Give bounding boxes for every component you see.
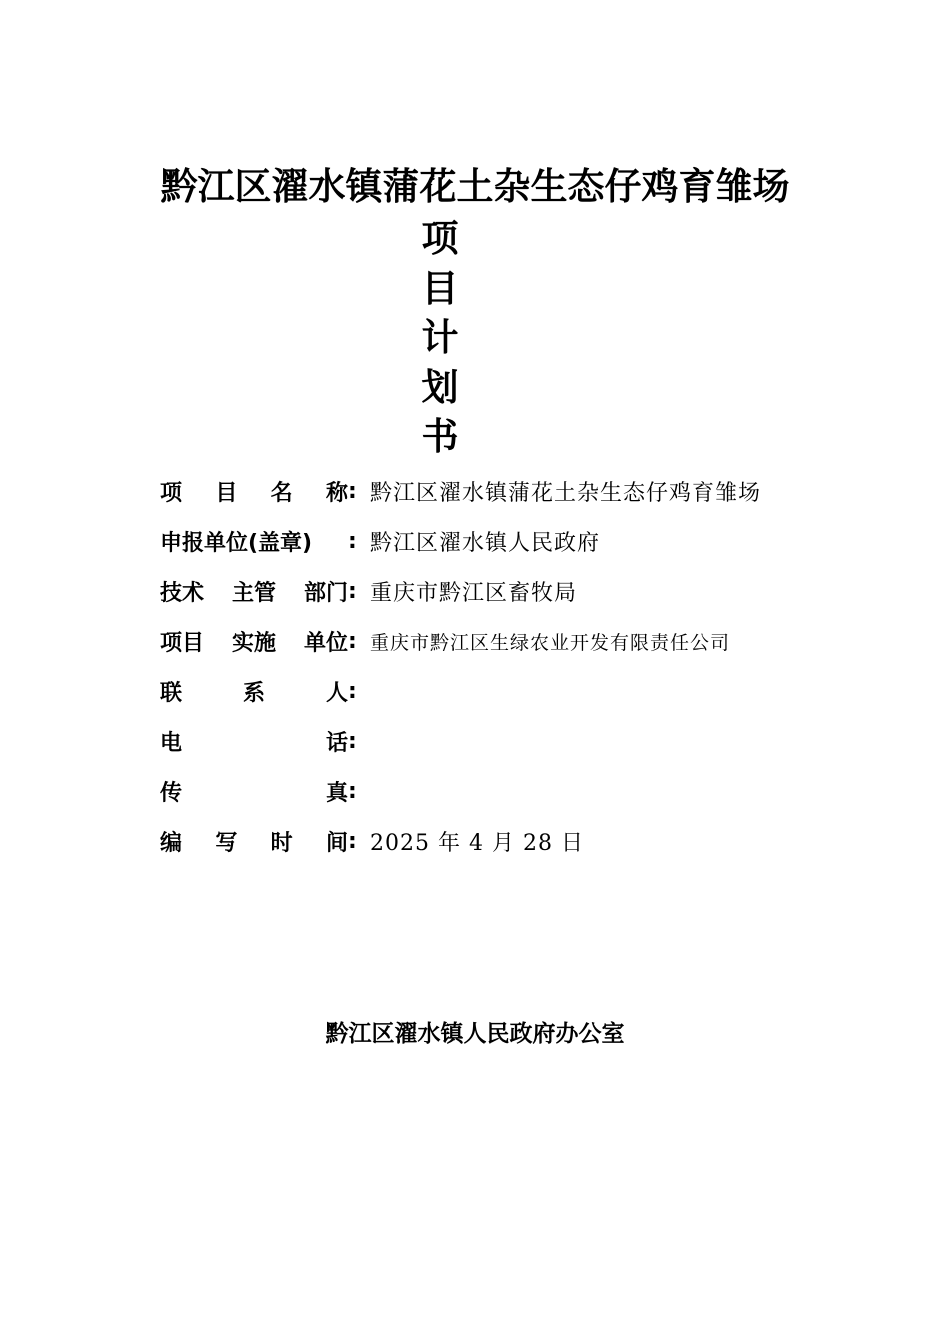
field-label (160, 776, 348, 807)
field-label-part: 称 (325, 480, 348, 506)
field-label: 申报单位(盖章) (160, 530, 313, 556)
field-written-date (160, 816, 860, 866)
field-label-part: 间 (325, 830, 348, 856)
field-applicant-unit (160, 516, 860, 566)
field-label-part: 名 (270, 480, 293, 506)
field-label-part: 技术 (160, 580, 205, 606)
field-colon: : (348, 728, 357, 754)
field-label-part: 目 (215, 480, 238, 506)
field-phone (160, 716, 860, 766)
field-label (160, 676, 348, 707)
field-colon: : (348, 478, 357, 504)
field-value: 黔江区濯水镇蒲花土杂生态仔鸡育雏场 (370, 480, 762, 506)
field-label-part: 实施 (231, 630, 276, 656)
field-label-part: 部门 (303, 580, 348, 606)
info-fields (160, 466, 860, 866)
document-title: 黔江区濯水镇蒲花土杂生态仔鸡育雏场 (160, 165, 790, 208)
field-label-part: 人 (325, 680, 348, 706)
field-label (160, 826, 348, 857)
field-label-part: 项 (160, 480, 183, 506)
field-label-part: 联 (160, 680, 183, 706)
field-label (160, 476, 348, 507)
field-colon: : (348, 528, 357, 554)
field-value: 重庆市黔江区畜牧局 (370, 580, 578, 606)
title-char: 项 (421, 217, 459, 260)
field-label-part: 时 (270, 830, 293, 856)
field-colon: : (348, 778, 357, 804)
field-fax (160, 766, 860, 816)
field-label (160, 726, 348, 757)
title-char: 目 (421, 266, 459, 310)
field-label (160, 626, 348, 657)
field-colon: : (348, 628, 357, 654)
field-label-part: 传 (160, 780, 183, 806)
field-contact-person (160, 666, 860, 716)
field-label-part: 话 (325, 730, 348, 756)
field-label (160, 576, 348, 607)
field-value: 黔江区濯水镇人民政府 (370, 530, 601, 556)
field-label-part: 真 (325, 780, 348, 806)
field-label-part: 单位 (303, 630, 348, 656)
field-colon: : (348, 828, 357, 854)
field-label-part: 写 (215, 830, 238, 856)
field-colon: : (348, 678, 357, 704)
title-char: 划 (421, 365, 459, 409)
field-implementing-unit (160, 616, 860, 666)
field-label-part: 项目 (160, 630, 205, 656)
title-char: 书 (421, 415, 459, 458)
issuing-office: 黔江区濯水镇人民政府办公室 (325, 1021, 625, 1047)
field-project-name (160, 466, 860, 516)
field-technical-department (160, 566, 860, 616)
title-char: 计 (421, 316, 459, 359)
field-label-part: 主管 (231, 580, 276, 606)
field-label-part: 编 (160, 830, 183, 856)
field-value: 2025 年 4 月 28 日 (370, 830, 584, 856)
field-label-part: 电 (160, 730, 183, 756)
document-title-vertical (410, 214, 470, 462)
field-label-part: 系 (242, 680, 265, 706)
field-value: 重庆市黔江区生绿农业开发有限责任公司 (370, 631, 731, 654)
field-colon: : (348, 578, 357, 604)
